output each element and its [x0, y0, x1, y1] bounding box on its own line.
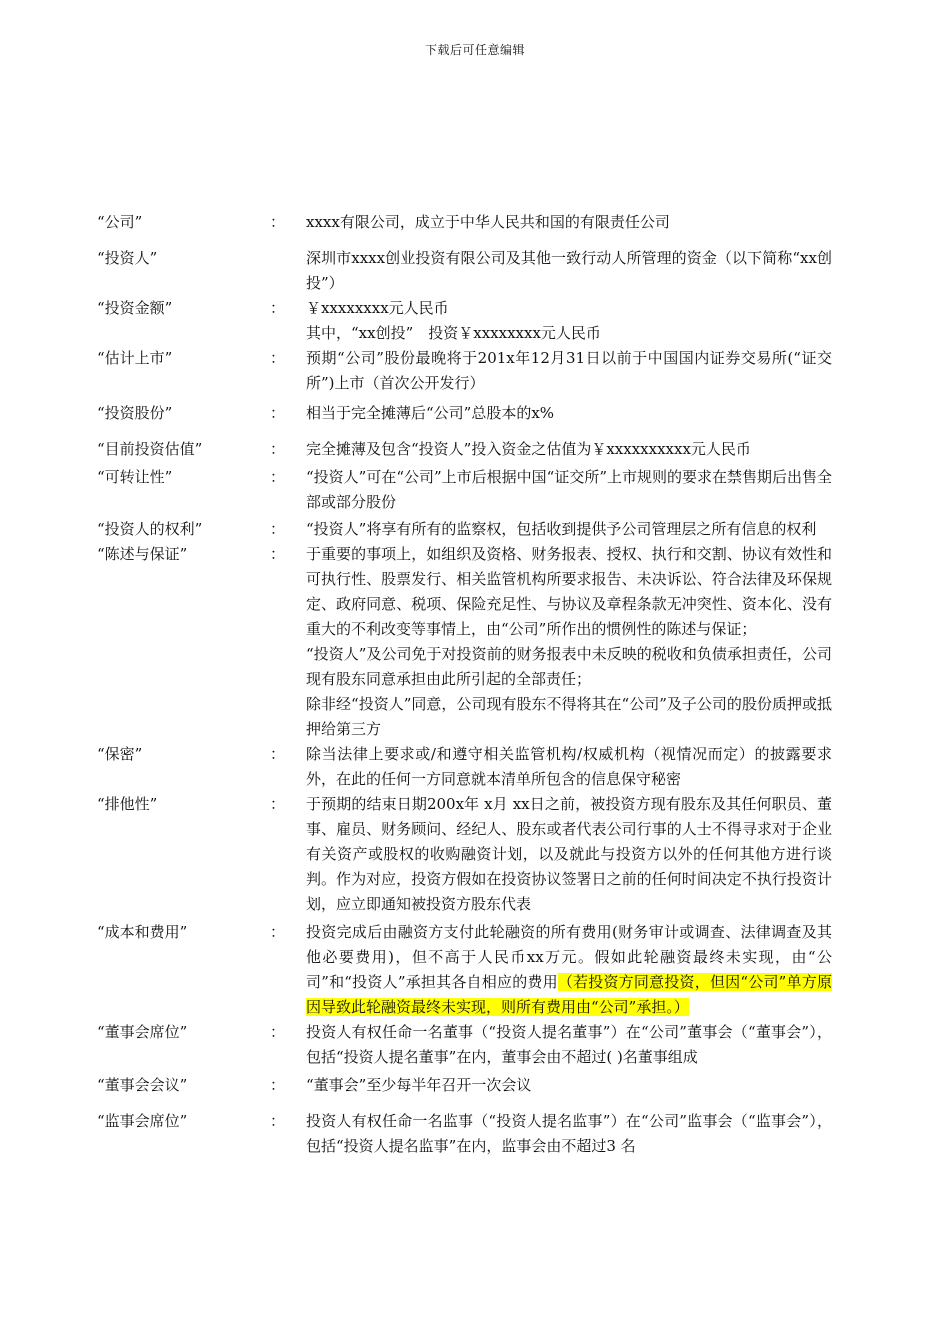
term-colon: ： [270, 349, 286, 367]
term-value [306, 1109, 832, 1159]
term-paragraph: xxxx有限公司，成立于中华人民共和国的有限责任公司 [306, 213, 670, 231]
term-sheet-list [0, 210, 950, 1159]
term-paragraph: “投资人”将享有所有的监察权，包括收到提供予公司管理层之所有信息的权利 [306, 520, 817, 538]
term-label: “可转让性” [97, 468, 173, 486]
term-colon: ： [270, 404, 286, 422]
term-label: “目前投资估值” [97, 440, 203, 458]
term-value [306, 246, 832, 296]
term-paragraph: 于预期的结束日期200x年 x月 xx日之前，被投资方现有股东及其任何职员、董事、雇员、财务顾问、经纪人、股东或者代表公司行事的人士不得寻求对于企业有关资产或股权的收购融资计划，以及就此与投资方以外的任何其他方进行谈判。作为对应，投资方假如在投资协议签署日之前的任何时间决定不执行投资计划，应立即通知被投资方股东代表 [306, 795, 832, 913]
term-paragraph: 深圳市xxxx创业投资有限公司及其他一致行动人所管理的资金（以下简称“xx创投”） [306, 249, 832, 292]
term-label: “董事会席位” [97, 1023, 188, 1041]
term-paragraph: 除非经“投资人”同意，公司现有股东不得将其在“公司”及子公司的股份质押或抵押给第三方 [306, 695, 832, 738]
page-header: 下载后可任意编辑 [424, 43, 525, 57]
term-row-board-seat [0, 1020, 950, 1070]
term-colon: ： [270, 545, 286, 563]
term-value [306, 465, 832, 515]
term-row-representations [0, 542, 950, 742]
term-label: “监事会席位” [97, 1112, 188, 1130]
term-value [306, 542, 832, 742]
term-colon: ： [270, 1076, 286, 1094]
term-value [306, 437, 832, 462]
term-paragraph: 投资人有权任命一名董事（“投资人提名董事”）在“公司”董事会（“董事会”），包括“投资人提名董事”在内，董事会由不超过( )名董事组成 [306, 1023, 832, 1066]
term-paragraph: 预期“公司”股份最晚将于201x年12月31日以前于中国国内证券交易所(“证交所”)上市（首次公开发行） [306, 349, 832, 392]
term-label: “投资金额” [97, 299, 173, 317]
term-colon: ： [270, 468, 286, 486]
term-colon: ： [270, 1023, 286, 1041]
term-value [306, 296, 832, 346]
term-row-investment-shares [0, 401, 950, 426]
term-row-investor-rights [0, 517, 950, 542]
term-colon: ： [270, 745, 286, 763]
term-row-valuation [0, 437, 950, 462]
term-paragraph: 其中，“xx创投” 投资￥xxxxxxxx元人民币 [306, 324, 601, 342]
term-value [306, 401, 832, 426]
term-paragraph: “董事会”至少每半年召开一次会议 [306, 1076, 532, 1094]
term-paragraph: 除当法律上要求或/和遵守相关监管机构/权威机构（视情况而定）的披露要求外，在此的任何一方同意就本清单所包含的信息保守秘密 [306, 745, 832, 788]
term-paragraph: 投资人有权任命一名监事（“投资人提名监事”）在“公司”监事会（“监事会”），包括“投资人提名监事”在内，监事会由不超过3 名 [306, 1112, 832, 1155]
term-paragraph: “投资人”可在“公司”上市后根据中国“证交所”上市规则的要求在禁售期后出售全部或部分股份 [306, 468, 833, 511]
term-row-confidentiality [0, 742, 950, 792]
term-row-board-meeting [0, 1073, 950, 1098]
term-colon: ： [270, 1112, 286, 1130]
term-paragraph: “投资人”及公司免于对投资前的财务报表中未反映的税收和负债承担责任，公司现有股东同意承担由此所引起的全部责任； [306, 645, 832, 688]
term-row-exclusivity [0, 792, 950, 917]
term-value [306, 210, 832, 235]
term-value [306, 920, 832, 1020]
term-paragraph-text: 投资完成后由融资方支付此轮融资的所有费用(财务审计或调查、法律调查及其他必要费用)，但不高于人民币xx万元。假如此轮融资最终未实现，由“公司”和“投资人”承担其各自相应的费用 [306, 923, 832, 991]
term-label: “投资人” [97, 249, 158, 267]
term-row-investor [0, 246, 950, 296]
term-label: “估计上市” [97, 349, 173, 367]
term-colon: ： [270, 520, 286, 538]
term-row-costs [0, 920, 950, 1020]
term-colon: ： [270, 299, 286, 317]
term-row-expected-listing [0, 346, 950, 396]
term-value [306, 792, 832, 917]
term-paragraph: 相当于完全摊薄后“公司”总股本的x% [306, 404, 555, 422]
term-paragraph: 完全摊薄及包含“投资人”投入资金之估值为￥xxxxxxxxxx元人民币 [306, 440, 751, 458]
term-paragraph: ￥xxxxxxxx元人民币 [306, 299, 449, 317]
term-value [306, 1073, 832, 1098]
term-row-transferability [0, 465, 950, 515]
term-colon: ： [270, 440, 286, 458]
term-paragraph [306, 920, 832, 1020]
term-value [306, 517, 832, 542]
term-row-supervisor-seat [0, 1109, 950, 1159]
term-label: “公司” [97, 213, 143, 231]
term-label: “成本和费用” [97, 923, 188, 941]
term-row-investment-amount [0, 296, 950, 346]
term-value [306, 346, 832, 396]
term-label: “保密” [97, 745, 143, 763]
term-value [306, 742, 832, 792]
term-label: “董事会会议” [97, 1076, 188, 1094]
term-label: “排他性” [97, 795, 158, 813]
term-row-company [0, 210, 950, 235]
term-label: “投资股份” [97, 404, 173, 422]
term-colon: ： [270, 923, 286, 941]
term-value [306, 1020, 832, 1070]
highlighted-clause: （若投资方同意投资，但因“公司”单方原因导致此轮融资最终未实现，则所有费用由“公司”承担。） [306, 973, 832, 1016]
term-label: “陈述与保证” [97, 545, 188, 563]
term-label: “投资人的权利” [97, 520, 203, 538]
term-paragraph: 于重要的事项上，如组织及资格、财务报表、授权、执行和交割、协议有效性和可执行性、股票发行、相关监管机构所要求报告、未决诉讼、符合法律及环保规定、政府同意、税项、保险充足性、与协议及章程条款无冲突性、资本化、没有重大的不利改变等事情上，由“公司”所作出的惯例性的陈述与保证； [306, 545, 832, 638]
term-colon: ： [270, 795, 286, 813]
term-colon: ： [270, 213, 286, 231]
